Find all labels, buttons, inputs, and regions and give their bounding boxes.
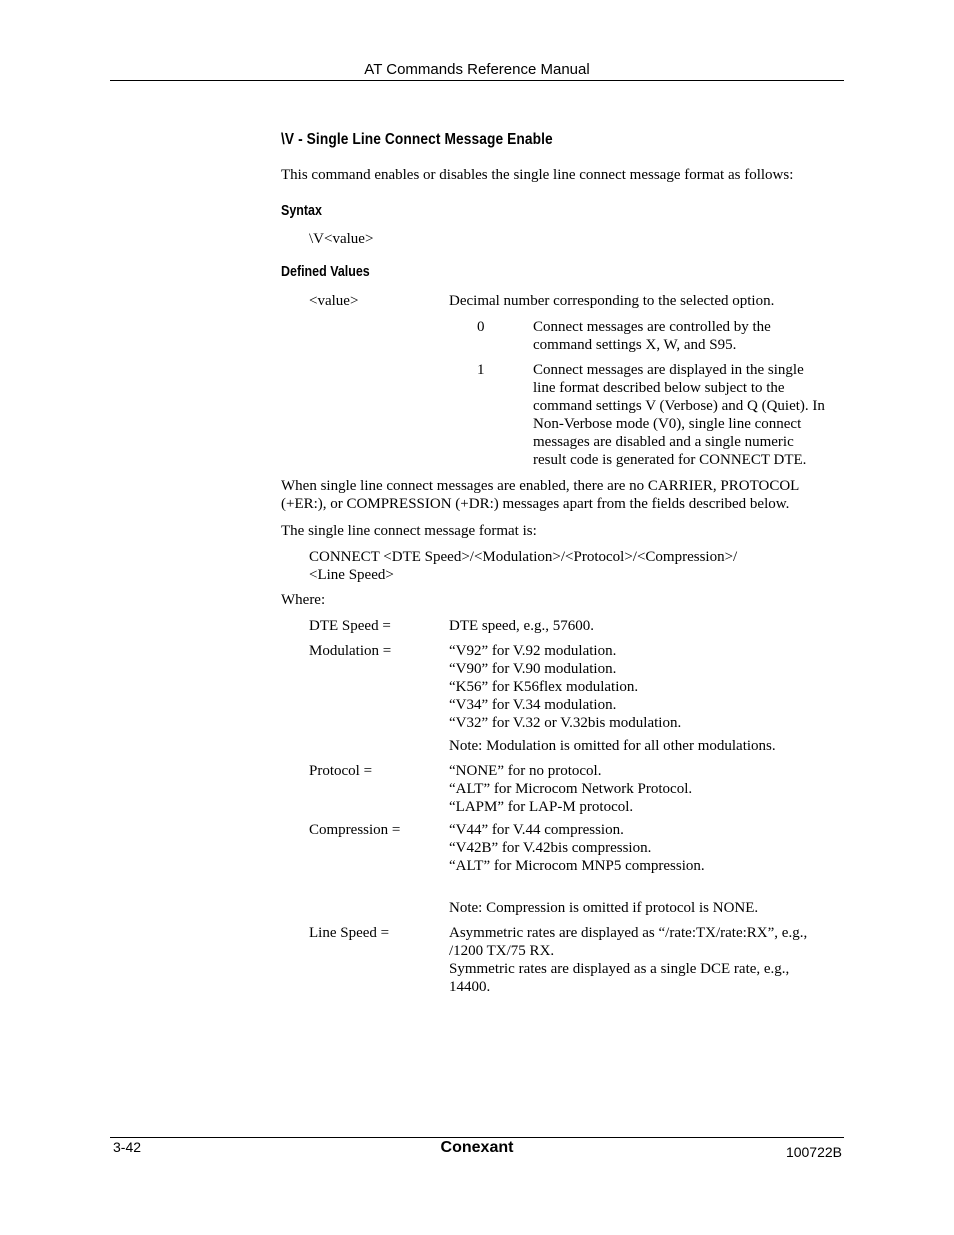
- format-line: CONNECT <DTE Speed>/<Modulation>/<Protocol>/<Compression>/: [309, 549, 738, 565]
- paragraph-line: (+ER:), or COMPRESSION (+DR:) messages apart from the fields described below.: [281, 496, 790, 512]
- option-line: Connect messages are displayed in the single: [533, 362, 804, 378]
- field-note: Note: Modulation is omitted for all other modulations.: [449, 738, 776, 754]
- field-line: “ALT” for Microcom MNP5 compression.: [449, 858, 705, 874]
- field-line: “LAPM” for LAP-M protocol.: [449, 799, 634, 815]
- field-line: Asymmetric rates are displayed as “/rate:TX/rate:RX”, e.g.,: [449, 925, 808, 941]
- field-line: “NONE” for no protocol.: [449, 763, 602, 779]
- footer-rule: [110, 1137, 844, 1138]
- option-line: Non-Verbose mode (V0), single line connect: [533, 416, 802, 432]
- field-line: “ALT” for Microcom Network Protocol.: [449, 781, 693, 797]
- field-line: “V42B” for V.42bis compression.: [449, 840, 652, 856]
- field-line: “K56” for K56flex modulation.: [449, 679, 639, 695]
- intro-paragraph: This command enables or disables the single line connect message format as follows:: [281, 167, 794, 183]
- option-line: command settings V (Verbose) and Q (Quiet). In: [533, 398, 825, 414]
- field-line: 14400.: [449, 979, 491, 995]
- format-line: <Line Speed>: [309, 567, 394, 583]
- page-number: 3-42: [113, 1139, 142, 1155]
- option-line: messages are disabled and a single numeric: [533, 434, 794, 450]
- running-header: AT Commands Reference Manual: [364, 61, 590, 78]
- field-name: Line Speed =: [309, 925, 390, 941]
- field-line: “V92” for V.92 modulation.: [449, 643, 617, 659]
- format-intro: The single line connect message format is:: [281, 523, 537, 539]
- field-name: Protocol =: [309, 763, 373, 779]
- field-name: Compression =: [309, 822, 401, 838]
- option-1-desc: [533, 361, 825, 469]
- param-description: Decimal number corresponding to the selected option.: [449, 293, 775, 309]
- paragraph-line: When single line connect messages are enabled, there are no CARRIER, PROTOCOL: [281, 478, 800, 494]
- option-code: 1: [477, 362, 485, 378]
- syntax-heading: Syntax: [281, 203, 322, 219]
- field-desc: [449, 924, 807, 996]
- field-line: “V32” for V.32 or V.32bis modulation.: [449, 715, 682, 731]
- enabled-paragraph: [281, 477, 799, 513]
- defined-values-heading: Defined Values: [281, 264, 370, 280]
- field-line: “V34” for V.34 modulation.: [449, 697, 617, 713]
- field-name: Modulation =: [309, 643, 392, 659]
- field-line: “V44” for V.44 compression.: [449, 822, 624, 838]
- company-name: Conexant: [440, 1139, 514, 1156]
- option-0-desc: [533, 318, 771, 354]
- field-line: “V90” for V.90 modulation.: [449, 661, 617, 677]
- field-line: /1200 TX/75 RX.: [449, 943, 555, 959]
- option-code: 0: [477, 319, 485, 335]
- syntax-text: \V<value>: [309, 231, 374, 247]
- header-rule: [110, 80, 844, 81]
- where-label: Where:: [281, 592, 326, 608]
- field-desc: [449, 762, 692, 816]
- section-title: \V - Single Line Connect Message Enable: [281, 131, 553, 148]
- field-desc: DTE speed, e.g., 57600.: [449, 618, 594, 634]
- document-number: 100722B: [785, 1144, 842, 1160]
- field-desc: [449, 642, 681, 732]
- field-note: Note: Compression is omitted if protocol is NONE.: [449, 900, 759, 916]
- field-name: DTE Speed =: [309, 618, 391, 634]
- option-line: line format described below subject to the: [533, 380, 785, 396]
- option-line: Connect messages are controlled by the: [533, 319, 771, 335]
- param-name: <value>: [309, 293, 359, 309]
- option-line: command settings X, W, and S95.: [533, 337, 737, 353]
- option-line: result code is generated for CONNECT DTE.: [533, 452, 807, 468]
- field-desc: [449, 821, 705, 875]
- field-line: Symmetric rates are displayed as a single DCE rate, e.g.,: [449, 961, 790, 977]
- format-string: [309, 548, 737, 584]
